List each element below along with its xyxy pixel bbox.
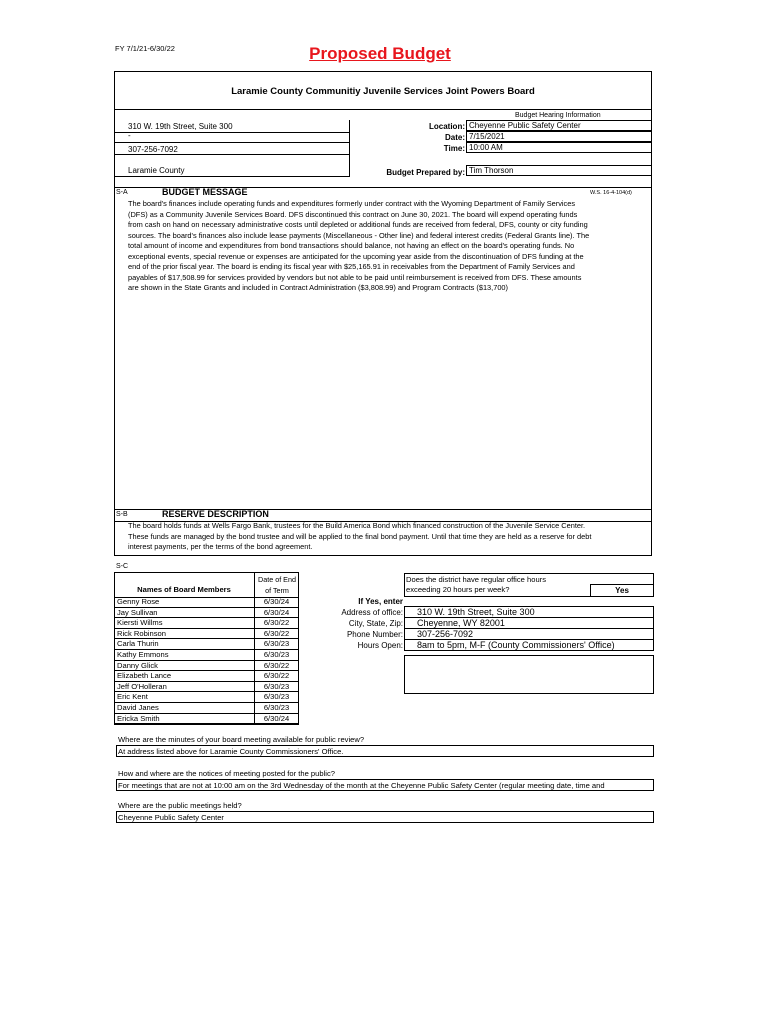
budget-message-line: are shown in the State Grants and included in Contract Administration ($3,808.99) and Program Contracts ($13,700) [128, 283, 509, 292]
member-term: 6/30/24 [263, 713, 290, 723]
divider [114, 142, 349, 143]
contact-address-line2: - [128, 131, 131, 140]
budget-message-body [128, 199, 652, 294]
member-name: Kiersti Willms [117, 618, 163, 628]
office-hours-value: 8am to 5pm, M-F (County Commissioners' Office) [404, 639, 654, 651]
member-term: 6/30/22 [263, 660, 290, 670]
time-value: 10:00 AM [466, 142, 652, 153]
member-row [114, 682, 299, 693]
section-code-sa: S-A [116, 189, 128, 196]
location-label: Location: [429, 122, 465, 131]
member-term: 6/30/23 [263, 692, 290, 702]
section-code-sb: S-B [116, 511, 128, 518]
member-term: 6/30/23 [263, 639, 290, 649]
reserve-line: These funds are managed by the bond trustee and will be applied to the final bond payment. Until that time they are held as a reserve for debt [128, 531, 592, 541]
budget-message-line: exceptional events, special revenue or expenses are anticipated for the upcoming year aside from the discontinuation of DFS funding at the [128, 251, 584, 261]
member-row [114, 650, 299, 661]
term-header-line1: Date of End [258, 575, 296, 584]
member-row [114, 714, 299, 725]
date-value: 7/15/2021 [466, 131, 652, 142]
budget-message-line: The board's finances include operating funds and expenditures formerly under contract with the Wyoming Department of Family Services [128, 199, 576, 208]
member-row [114, 629, 299, 640]
members-list [114, 597, 299, 724]
member-row [114, 639, 299, 650]
divider [114, 154, 349, 155]
member-name: David Janes [117, 702, 159, 712]
city-label: City, State, Zip: [348, 619, 403, 628]
member-term: 6/30/24 [263, 597, 290, 606]
prepared-by-value: Tim Thorson [466, 165, 652, 176]
member-name: Rick Robinson [117, 628, 166, 638]
member-name: Elizabeth Lance [117, 671, 172, 681]
statute-reference: W.S. 16-4-104(d) [590, 190, 632, 196]
question-text: Where are the minutes of your board meeting available for public review? [118, 735, 365, 744]
member-name: Ericka Smith [117, 713, 160, 723]
member-name: Jeff O'Holleran [117, 681, 167, 691]
office-question-line1: Does the district have regular office hours [406, 575, 546, 584]
office-answer: Yes [590, 584, 654, 597]
address-office-label: Address of office: [341, 608, 403, 617]
office-city-value: Cheyenne, WY 82001 [404, 617, 654, 629]
member-term: 6/30/24 [263, 607, 290, 617]
divider [114, 109, 652, 110]
reserve-line: interest payments, per the terms of the bond agreement. [128, 542, 313, 551]
budget-message-title: BUDGET MESSAGE [162, 187, 248, 197]
reserve-frame [114, 511, 652, 556]
member-term: 6/30/22 [263, 618, 290, 628]
member-row [114, 661, 299, 672]
office-question-line2: exceeding 20 hours per week? [406, 585, 510, 594]
divider [114, 176, 349, 177]
answer-field: Cheyenne Public Safety Center [116, 811, 654, 823]
reserve-line: The board holds funds at Wells Fargo Bank, trustees for the Build America Bond which financed construction of the Juvenile Service Center. [128, 521, 586, 530]
member-name: Jay Sullivan [117, 607, 158, 617]
if-yes-label: If Yes, enter [358, 597, 403, 606]
member-name: Carla Thurin [117, 639, 159, 649]
office-address-value: 310 W. 19th Street, Suite 300 [404, 606, 654, 618]
question-text: How and where are the notices of meeting posted for the public? [118, 769, 335, 778]
member-term: 6/30/22 [263, 628, 290, 638]
term-header [255, 574, 299, 596]
term-header-line2: of Term [265, 586, 289, 595]
member-term: 6/30/23 [263, 649, 290, 659]
member-row [114, 692, 299, 703]
question-text: Where are the public meetings held? [118, 801, 242, 810]
names-header: Names of Board Members [137, 585, 231, 594]
budget-message-line: sources. The board's finances also include lease payments (Miscellaneous - Other line) and federal interest credits (Federal Grants line). The [128, 230, 590, 240]
contact-county: Laramie County [128, 166, 185, 175]
budget-message-line: payables of $17,508.99 for services provided by vendors but not able to be paid until reimbursement is received from DFS. These amounts [128, 272, 582, 282]
member-term: 6/30/22 [263, 671, 290, 681]
member-name: Eric Kent [117, 692, 148, 702]
location-value: Cheyenne Public Safety Center [466, 120, 652, 131]
answer-field: At address listed above for Laramie County Commissioners' Office. [116, 745, 654, 757]
answer-field: For meetings that are not at 10:00 am on the 3rd Wednesday of the month at the Cheyenne Public Safety Center (regular meeting date, time and [116, 779, 654, 791]
member-name: Genny Rose [117, 597, 160, 606]
office-question [406, 575, 546, 595]
member-term: 6/30/23 [263, 681, 290, 691]
page-title-text: Proposed Budget [309, 44, 451, 63]
time-label: Time: [443, 144, 465, 153]
page-title [0, 44, 770, 64]
member-row [114, 608, 299, 619]
fiscal-year-label: FY 7/1/21-6/30/22 [115, 44, 175, 53]
member-name: Kathy Emmons [117, 649, 169, 659]
phone-label: Phone Number: [346, 630, 403, 639]
hearing-heading: Budget Hearing Information [515, 112, 601, 119]
budget-message-line: from cash on hand on necessary administrative costs until depleted or additional funds are received from federal, DFS, county or city funding [128, 220, 588, 229]
member-row [114, 703, 299, 714]
member-term: 6/30/23 [263, 702, 290, 712]
prepared-by-label: Budget Prepared by: [386, 168, 465, 177]
divider [114, 132, 349, 133]
budget-message-line: total amount of income and expenditures from bond transactions should balance, not having an effect on the board's operating funds. No [128, 241, 575, 250]
member-row [114, 671, 299, 682]
budget-message-line: (DFS) as a Community Juvenile Services Board. DFS discontinued this contract on June 30, 2021. The board will expend operating funds [128, 209, 578, 219]
hours-label: Hours Open: [357, 641, 403, 650]
board-name: Laramie County Communitiy Juvenile Services Joint Powers Board [231, 86, 535, 97]
member-row [114, 618, 299, 629]
budget-message-line: end of the prior fiscal year. The board is ending its fiscal year with $25,165.91 in receivables from the Department of Family Services and [128, 262, 575, 271]
section-code-sc: S-C [116, 563, 129, 570]
office-notes-box [404, 655, 654, 694]
date-label: Date: [444, 133, 465, 142]
contact-phone: 307-256-7092 [128, 145, 178, 154]
member-name: Danny Glick [117, 660, 158, 670]
contact-address: 310 W. 19th Street, Suite 300 [128, 122, 233, 131]
office-phone-value: 307-256-7092 [404, 628, 654, 640]
member-row [114, 597, 299, 608]
reserve-title: RESERVE DESCRIPTION [162, 509, 269, 519]
